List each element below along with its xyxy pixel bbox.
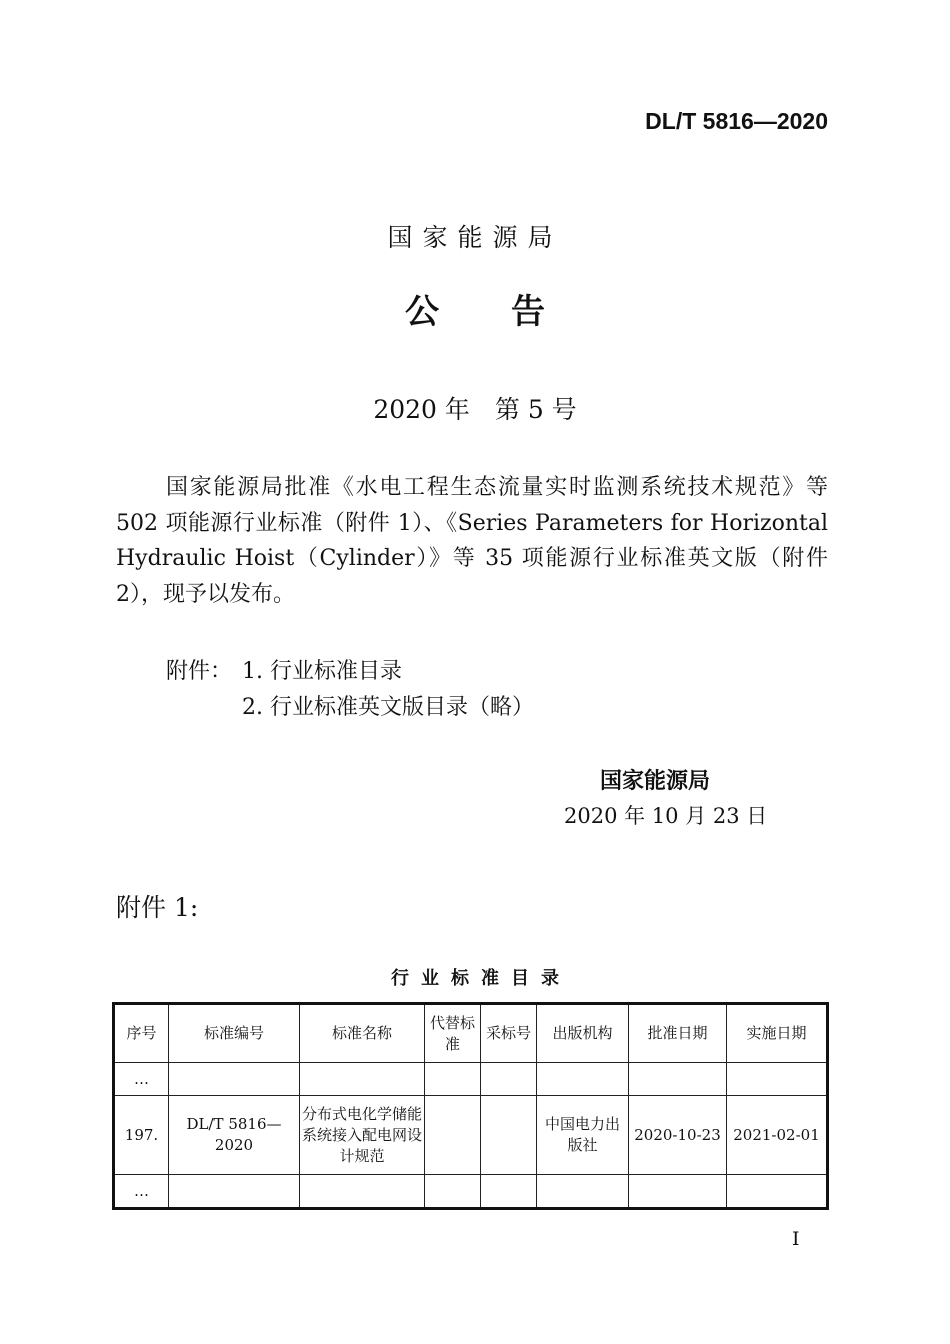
column-header: 标准编号: [169, 1004, 300, 1063]
standards-table: [112, 1002, 829, 1210]
notice-number: 2020 年 第 5 号: [373, 395, 577, 424]
seq-cell: 197.: [114, 1096, 169, 1175]
attachment1-heading: 附件 1:: [116, 893, 199, 922]
column-header: 代替标准: [425, 1004, 481, 1063]
table-row: [114, 1063, 828, 1096]
signer: 国家能源局: [600, 769, 711, 794]
approve-date-cell: 2020-10-23: [629, 1096, 727, 1175]
attachments-label: 附件：: [166, 659, 233, 684]
page-number: I: [792, 1228, 800, 1250]
sign-date: 2020 年 10 月 23 日: [564, 804, 768, 828]
seq-cell: …: [114, 1063, 169, 1096]
table-row: [114, 1096, 828, 1175]
column-header: 采标号: [481, 1004, 537, 1063]
column-header: 出版机构: [537, 1004, 629, 1063]
agency-name: 国家能源局: [387, 223, 563, 252]
effective-date-cell: 2021-02-01: [727, 1096, 828, 1175]
column-header: 实施日期: [727, 1004, 828, 1063]
table-header-row: [114, 1004, 828, 1063]
code-cell: DL/T 5816—2020: [169, 1096, 300, 1175]
column-header: 批准日期: [629, 1004, 727, 1063]
document-code: DL/T 5816—2020: [645, 108, 828, 134]
notice-body: 国家能源局批准《水电工程生态流量实时监测系统技术规范》等 502 项能源行业标准（附件 1）、《Series Parameters for Horizontal Hydraulic Hoist（Cylinder）》等 35 项能源行业标准英文版（附件 2），现予以发布。: [116, 475, 828, 607]
name-cell: 分布式电化学储能系统接入配电网设计规范: [300, 1096, 425, 1175]
notice-title: 公告: [405, 292, 617, 332]
column-header: 序号: [114, 1004, 169, 1063]
table-row: [114, 1175, 828, 1209]
publisher-cell: 中国电力出版社: [537, 1096, 629, 1175]
attachment-item-1: 1. 行业标准目录: [242, 659, 402, 684]
replace-cell: [425, 1096, 481, 1175]
adopt-cell: [481, 1096, 537, 1175]
attachment-item-2: 2. 行业标准英文版目录（略）: [242, 695, 534, 720]
column-header: 标准名称: [300, 1004, 425, 1063]
table-title: 行业标准目录: [391, 968, 571, 989]
seq-cell: …: [114, 1175, 169, 1209]
